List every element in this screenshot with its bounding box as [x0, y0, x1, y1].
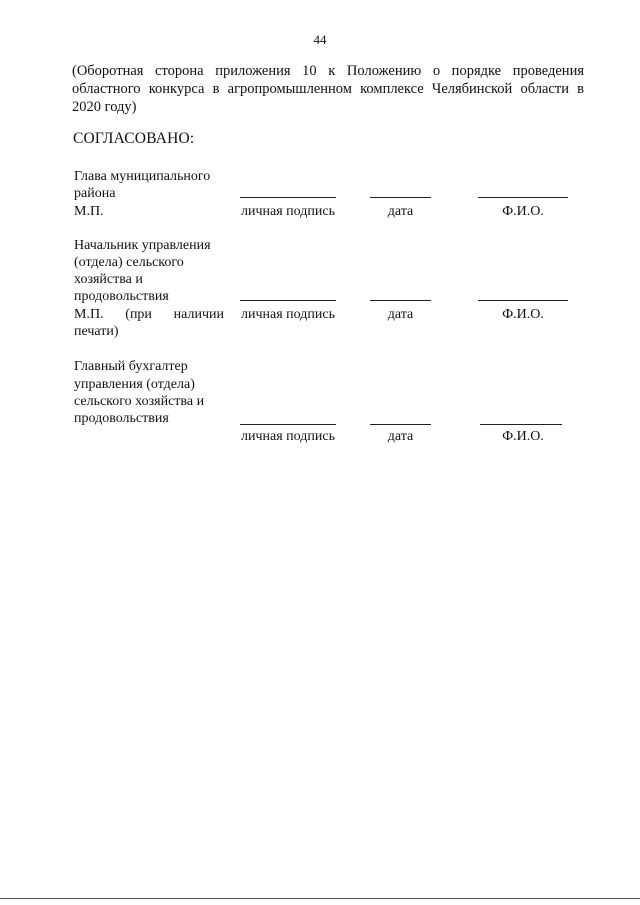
stamp-label: М.П.	[74, 204, 104, 219]
page-number: 44	[313, 32, 327, 47]
fio-line	[478, 197, 568, 198]
date-label: дата	[387, 429, 414, 444]
position-line: продовольствия	[74, 411, 169, 426]
fio-label: Ф.И.О.	[502, 307, 544, 322]
fio-label: Ф.И.О.	[502, 204, 544, 219]
fio-line	[480, 424, 562, 425]
signature-label: личная подпись	[241, 307, 335, 322]
signature-label: личная подпись	[241, 204, 335, 219]
position-line: продовольствия	[74, 289, 169, 304]
page-bottom-rule	[0, 898, 640, 899]
date-label: дата	[387, 204, 414, 219]
header-line-2: областного конкурса в агропромышленном комплексе Челябинской области в	[72, 81, 584, 97]
position-line: района	[74, 186, 116, 201]
stamp-note-tail: печати)	[74, 324, 119, 339]
header-line-1: (Оборотная сторона приложения 10 к Положению о порядке проведения	[72, 63, 584, 79]
stamp-word: (при	[125, 307, 152, 322]
signature-line	[240, 300, 336, 301]
stamp-word: наличии	[173, 307, 224, 322]
position-line: Главный бухгалтер	[74, 359, 188, 374]
signature-line	[240, 424, 336, 425]
position-line: Начальник управления	[74, 238, 211, 253]
stamp-word: М.П.	[74, 307, 104, 322]
position-line: Глава муниципального	[74, 169, 211, 184]
signature-line	[240, 197, 336, 198]
position-line: управления (отдела)	[74, 377, 195, 392]
approved-heading: СОГЛАСОВАНО:	[73, 130, 195, 147]
position-line: хозяйства и	[74, 272, 143, 287]
position-line: сельского хозяйства и	[74, 394, 205, 409]
stamp-note-row	[74, 306, 224, 323]
date-line	[370, 300, 431, 301]
signature-label: личная подпись	[241, 429, 335, 444]
date-line	[370, 424, 431, 425]
date-line	[370, 197, 431, 198]
header-line-3: 2020 году)	[72, 99, 137, 115]
fio-label: Ф.И.О.	[502, 429, 544, 444]
date-label: дата	[387, 307, 414, 322]
position-line: (отдела) сельского	[74, 255, 184, 270]
fio-line	[478, 300, 568, 301]
